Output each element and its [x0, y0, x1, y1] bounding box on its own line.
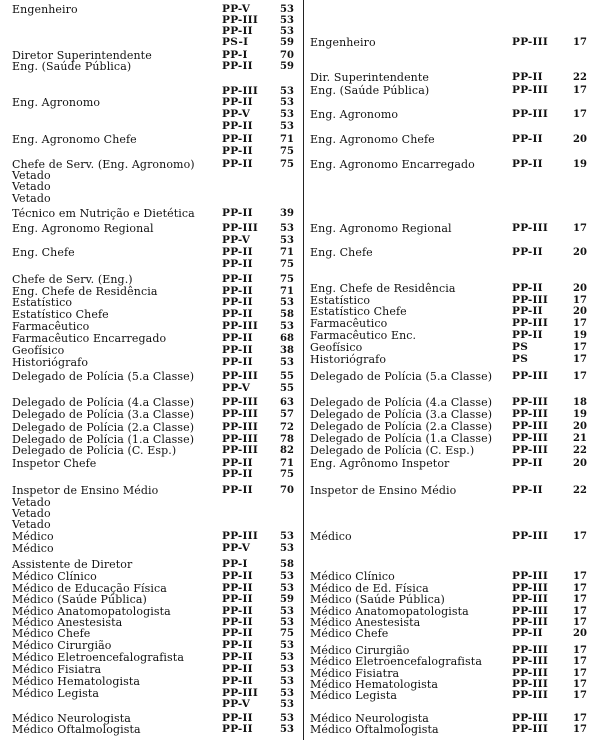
left-row-number: 58: [280, 559, 294, 570]
left-row-number: 55: [280, 383, 294, 394]
right-row-code: PP-III: [512, 396, 549, 408]
left-row-code: PP-III: [222, 530, 259, 542]
right-row-title: Médico Anatomopatologista: [310, 605, 469, 618]
left-row-title: Farmacêutico Encarregado: [12, 332, 167, 345]
left-row-title: Médico: [12, 542, 54, 555]
right-row-code: PP-III: [512, 723, 549, 735]
left-row-title: Médico Eletroencefalografista: [12, 651, 184, 664]
right-row-number: 22: [573, 72, 587, 83]
right-row-title: Estatístico Chefe: [310, 305, 407, 318]
left-row-code: PP-III: [222, 14, 259, 26]
left-row-number: 39: [280, 208, 294, 219]
left-row-code: PP-II: [222, 651, 253, 663]
left-row-title: Estatístico Chefe: [12, 308, 109, 321]
left-row-number: 59: [280, 37, 294, 48]
left-row-number: 53: [280, 713, 294, 724]
left-row-number: 53: [280, 652, 294, 663]
left-row-code: PP-II: [222, 723, 253, 735]
left-row-number: 71: [280, 286, 294, 297]
right-row-title: Médico Neurologista: [310, 712, 429, 725]
left-row-number: 53: [280, 26, 294, 37]
left-row-code: PP-II: [222, 308, 253, 320]
right-row-number: 20: [573, 421, 587, 432]
right-row-number: 17: [573, 342, 587, 353]
right-row-number: 17: [573, 295, 587, 306]
right-row-number: 20: [573, 283, 587, 294]
left-row-number: 82: [280, 445, 294, 456]
left-row-number: 53: [280, 724, 294, 735]
left-row-title: Eng. Agronomo: [12, 96, 101, 109]
right-row-code: PP-III: [512, 593, 549, 605]
left-row-code: PP-III: [222, 222, 259, 234]
left-row-title: Farmacêutico: [12, 320, 90, 333]
left-row-code: PP-III: [222, 421, 259, 433]
right-row-title: Eng. Chefe de Residência: [310, 282, 456, 295]
right-row-code: PP-II: [512, 71, 543, 83]
right-row-code: PP-III: [512, 294, 549, 306]
left-row-number: 53: [280, 297, 294, 308]
right-row-number: 22: [573, 485, 587, 496]
left-row-number: 53: [280, 235, 294, 246]
right-row-number: 20: [573, 458, 587, 469]
left-row-number: 57: [280, 409, 294, 420]
right-row-code: PP-III: [512, 432, 549, 444]
left-row-code: PP-II: [222, 582, 253, 594]
right-row-code: PS: [512, 353, 529, 365]
left-row-number: 71: [280, 247, 294, 258]
right-row-title: Estatístico: [310, 294, 371, 307]
right-row-title: Médico Eletroencefalografista: [310, 655, 482, 668]
left-row-code: PP-V: [222, 3, 251, 15]
right-row-title: Eng. Agronomo Encarregado: [310, 158, 475, 171]
right-row-code: PP-III: [512, 222, 549, 234]
left-row-code: PP-III: [222, 444, 259, 456]
left-row-code: PP-II: [222, 96, 253, 108]
left-row-title: Médico Anatomopatologista: [12, 605, 171, 618]
left-row-title: Vetado: [12, 507, 51, 520]
right-row-number: 17: [573, 37, 587, 48]
left-row-title: Estatístico: [12, 296, 73, 309]
left-row-number: 70: [280, 50, 294, 61]
right-row-code: PP-II: [512, 329, 543, 341]
left-row-code: PP-V: [222, 382, 251, 394]
right-row-title: Delegado de Polícia (3.a Classe): [310, 408, 493, 421]
right-row-number: 20: [573, 247, 587, 258]
left-row-title: Médico Chefe: [12, 627, 91, 640]
left-row-code: PP-III: [222, 320, 259, 332]
right-row-title: Historiógrafo: [310, 353, 387, 366]
right-row-title: Farmacêutico: [310, 317, 388, 330]
left-row-number: 53: [280, 617, 294, 628]
left-row-title: Diretor Superintendente: [12, 49, 152, 62]
left-row-code: PP-II: [222, 344, 253, 356]
right-row-title: Delegado de Polícia (4.a Classe): [310, 396, 493, 409]
right-row-code: PP-III: [512, 689, 549, 701]
right-row-number: 17: [573, 724, 587, 735]
right-row-title: Eng. Chefe: [310, 246, 373, 259]
left-row-code: PP-II: [222, 285, 253, 297]
left-row-code: PP-II: [222, 712, 253, 724]
left-row-title: Eng. Chefe de Residência: [12, 285, 158, 298]
left-row-title: Geofísico: [12, 344, 65, 357]
left-row-code: PS-I: [222, 36, 249, 48]
left-row-number: 71: [280, 134, 294, 145]
right-row-code: PP-III: [512, 36, 549, 48]
left-row-code: PP-II: [222, 356, 253, 368]
left-row-code: PP-III: [222, 687, 259, 699]
left-row-code: PP-II: [222, 332, 253, 344]
right-row-title: Eng. (Saúde Pública): [310, 84, 430, 97]
left-row-title: Delegado de Polícia (5.a Classe): [12, 370, 195, 383]
right-row-number: 19: [573, 159, 587, 170]
left-row-title: Delegado de Polícia (2.a Classe): [12, 421, 195, 434]
right-row-number: 17: [573, 318, 587, 329]
right-row-number: 17: [573, 354, 587, 365]
right-row-code: PP-II: [512, 282, 543, 294]
right-row-number: 20: [573, 306, 587, 317]
left-row-code: PP-III: [222, 370, 259, 382]
right-row-code: PP-III: [512, 530, 549, 542]
left-row-title: Eng. Chefe: [12, 246, 75, 259]
right-row-code: PP-III: [512, 582, 549, 594]
left-row-number: 75: [280, 259, 294, 270]
right-row-code: PP-II: [512, 457, 543, 469]
left-row-code: PP-V: [222, 108, 251, 120]
left-row-number: 53: [280, 86, 294, 97]
column-divider: [303, 0, 304, 740]
right-row-number: 17: [573, 656, 587, 667]
right-row-title: Médico Cirurgião: [310, 644, 410, 657]
right-row-title: Médico Fisiatra: [310, 667, 400, 680]
right-row-code: PP-III: [512, 570, 549, 582]
right-row-number: 19: [573, 330, 587, 341]
right-row-title: Geofísico: [310, 341, 363, 354]
right-row-number: 17: [573, 713, 587, 724]
right-row-title: Delegado de Polícia (C. Esp.): [310, 444, 475, 457]
left-row-number: 53: [280, 97, 294, 108]
left-row-number: 53: [280, 4, 294, 15]
right-row-title: Dir. Superintendente: [310, 71, 429, 84]
left-row-title: Inspetor de Ensino Médio: [12, 484, 159, 497]
left-row-title: Delegado de Polícia (4.a Classe): [12, 396, 195, 409]
right-row-number: 17: [573, 531, 587, 542]
right-row-number: 17: [573, 594, 587, 605]
left-row-code: PP-V: [222, 698, 251, 710]
left-row-number: 53: [280, 321, 294, 332]
left-row-title: Técnico em Nutrição e Dietética: [12, 207, 195, 220]
right-row-number: 20: [573, 134, 587, 145]
left-row-title: Delegado de Polícia (3.a Classe): [12, 408, 195, 421]
left-row-number: 72: [280, 422, 294, 433]
left-row-number: 53: [280, 543, 294, 554]
right-row-number: 17: [573, 645, 587, 656]
right-row-code: PP-II: [512, 484, 543, 496]
left-row-number: 53: [280, 664, 294, 675]
left-row-number: 53: [280, 109, 294, 120]
left-row-number: 38: [280, 345, 294, 356]
left-row-code: PP-II: [222, 605, 253, 617]
left-row-code: PP-II: [222, 593, 253, 605]
left-row-title: Delegado de Polícia (C. Esp.): [12, 444, 177, 457]
left-row-title: Médico Legista: [12, 687, 100, 700]
right-row-code: PP-III: [512, 108, 549, 120]
right-row-title: Médico Oftalmologista: [310, 723, 439, 736]
left-row-code: PP-II: [222, 296, 253, 308]
right-row-code: PP-II: [512, 627, 543, 639]
left-row-number: 71: [280, 458, 294, 469]
left-row-code: PP-II: [222, 639, 253, 651]
left-row-title: Eng. Agronomo Regional: [12, 222, 154, 235]
left-row-code: PP-II: [222, 616, 253, 628]
right-row-title: Delegado de Polícia (5.a Classe): [310, 370, 493, 383]
right-row-code: PP-III: [512, 667, 549, 679]
left-row-code: PP-II: [222, 273, 253, 285]
left-row-code: PP-II: [222, 158, 253, 170]
right-row-number: 17: [573, 583, 587, 594]
left-row-title: Inspetor Chefe: [12, 457, 97, 470]
right-row-code: PP-III: [512, 370, 549, 382]
left-row-title: Médico Anestesista: [12, 616, 123, 629]
right-row-number: 17: [573, 606, 587, 617]
left-row-number: 75: [280, 146, 294, 157]
left-row-number: 75: [280, 159, 294, 170]
right-row-number: 17: [573, 223, 587, 234]
right-row-code: PP-III: [512, 317, 549, 329]
left-row-number: 53: [280, 571, 294, 582]
left-row-code: PP-III: [222, 85, 259, 97]
left-row-title: Médico Neurologista: [12, 712, 131, 725]
left-row-number: 53: [280, 531, 294, 542]
right-row-number: 20: [573, 628, 587, 639]
right-row-title: Eng. Agronomo Regional: [310, 222, 452, 235]
left-row-title: Médico Cirurgião: [12, 639, 112, 652]
right-row-title: Médico de Ed. Física: [310, 582, 429, 595]
left-row-title: Médico Oftalmologista: [12, 723, 141, 736]
left-row-number: 59: [280, 594, 294, 605]
left-row-title: Eng. Agronomo Chefe: [12, 133, 137, 146]
left-row-title: Médico de Educação Física: [12, 582, 167, 595]
right-row-number: 17: [573, 571, 587, 582]
left-row-number: 53: [280, 699, 294, 710]
right-row-number: 17: [573, 690, 587, 701]
right-row-code: PP-II: [512, 246, 543, 258]
right-row-number: 17: [573, 668, 587, 679]
left-row-number: 53: [280, 15, 294, 26]
right-row-code: PP-III: [512, 712, 549, 724]
left-row-number: 63: [280, 397, 294, 408]
right-row-title: Médico Anestesista: [310, 616, 421, 629]
right-row-title: Médico Hematologista: [310, 678, 439, 691]
left-row-code: PP-II: [222, 246, 253, 258]
left-row-title: Chefe de Serv. (Eng. Agronomo): [12, 158, 195, 171]
right-row-code: PP-III: [512, 84, 549, 96]
left-row-code: PP-II: [222, 627, 253, 639]
left-row-code: PP-III: [222, 408, 259, 420]
left-row-number: 78: [280, 434, 294, 445]
right-row-code: PP-II: [512, 133, 543, 145]
right-row-code: PP-III: [512, 655, 549, 667]
left-row-title: Médico Fisiatra: [12, 663, 102, 676]
left-row-number: 53: [280, 357, 294, 368]
right-row-title: Eng. Agronomo: [310, 108, 399, 121]
left-row-code: PP-II: [222, 25, 253, 37]
left-row-title: Vetado: [12, 169, 51, 182]
right-row-number: 19: [573, 409, 587, 420]
right-row-title: Médico Chefe: [310, 627, 389, 640]
left-row-number: 59: [280, 61, 294, 72]
left-row-code: PP-II: [222, 570, 253, 582]
left-row-number: 58: [280, 309, 294, 320]
left-row-number: 53: [280, 121, 294, 132]
right-row-title: Delegado de Polícia (2.a Classe): [310, 420, 493, 433]
left-row-number: 75: [280, 274, 294, 285]
right-row-title: Eng. Agrônomo Inspetor: [310, 457, 450, 470]
left-row-code: PP-II: [222, 120, 253, 132]
left-row-title: Médico (Saúde Pública): [12, 593, 147, 606]
right-row-number: 17: [573, 371, 587, 382]
left-row-title: Assistente de Diretor: [12, 558, 133, 571]
right-row-title: Médico: [310, 530, 352, 543]
left-row-number: 75: [280, 469, 294, 480]
left-row-code: PP-V: [222, 234, 251, 246]
left-row-title: Médico Clínico: [12, 570, 97, 583]
left-row-number: 75: [280, 628, 294, 639]
left-row-title: Vetado: [12, 192, 51, 205]
left-row-code: PP-V: [222, 542, 251, 554]
left-row-code: PP-III: [222, 433, 259, 445]
right-row-code: PP-III: [512, 678, 549, 690]
right-row-code: PP-III: [512, 644, 549, 656]
right-row-code: PP-III: [512, 616, 549, 628]
left-row-title: Eng. (Saúde Pública): [12, 60, 132, 73]
left-row-code: PP-II: [222, 60, 253, 72]
left-row-number: 68: [280, 333, 294, 344]
left-row-code: PP-II: [222, 145, 253, 157]
right-row-title: Médico (Saúde Pública): [310, 593, 445, 606]
left-row-code: PP-II: [222, 484, 253, 496]
right-row-number: 17: [573, 109, 587, 120]
left-row-code: PP-III: [222, 396, 259, 408]
right-row-title: Inspetor de Ensino Médio: [310, 484, 457, 497]
left-row-code: PP-II: [222, 207, 253, 219]
left-row-number: 70: [280, 485, 294, 496]
left-row-title: Chefe de Serv. (Eng.): [12, 273, 133, 286]
right-row-title: Engenheiro: [310, 36, 376, 49]
left-row-code: PP-II: [222, 675, 253, 687]
right-row-number: 17: [573, 85, 587, 96]
right-row-code: PS: [512, 341, 529, 353]
left-row-number: 53: [280, 676, 294, 687]
left-row-code: PP-II: [222, 258, 253, 270]
right-row-number: 17: [573, 617, 587, 628]
left-row-number: 53: [280, 583, 294, 594]
left-row-title: Delegado de Polícia (1.a Classe): [12, 433, 195, 446]
left-row-code: PP-I: [222, 49, 248, 61]
right-row-number: 18: [573, 397, 587, 408]
right-row-title: Eng. Agronomo Chefe: [310, 133, 435, 146]
left-row-title: Vetado: [12, 518, 51, 531]
right-row-title: Farmacêutico Enc.: [310, 329, 417, 342]
right-row-code: PP-II: [512, 158, 543, 170]
right-row-code: PP-III: [512, 605, 549, 617]
left-row-code: PP-II: [222, 663, 253, 675]
right-row-code: PP-III: [512, 444, 549, 456]
left-row-code: PP-I: [222, 558, 248, 570]
left-row-title: Médico Hematologista: [12, 675, 141, 688]
left-row-number: 53: [280, 640, 294, 651]
left-row-title: Vetado: [12, 180, 51, 193]
left-row-title: Vetado: [12, 496, 51, 509]
right-row-code: PP-III: [512, 408, 549, 420]
right-row-number: 22: [573, 445, 587, 456]
right-row-code: PP-III: [512, 420, 549, 432]
left-row-number: 53: [280, 606, 294, 617]
right-row-number: 21: [573, 433, 587, 444]
left-row-number: 53: [280, 688, 294, 699]
left-row-code: PP-II: [222, 133, 253, 145]
left-row-code: PP-II: [222, 468, 253, 480]
left-row-number: 53: [280, 223, 294, 234]
left-row-title: Médico: [12, 530, 54, 543]
right-row-number: 17: [573, 679, 587, 690]
right-row-title: Delegado de Polícia (1.a Classe): [310, 432, 493, 445]
left-row-title: Engenheiro: [12, 3, 78, 16]
left-row-code: PP-II: [222, 457, 253, 469]
left-row-number: 55: [280, 371, 294, 382]
right-row-code: PP-II: [512, 305, 543, 317]
left-row-title: Historiógrafo: [12, 356, 89, 369]
right-row-title: Médico Clínico: [310, 570, 395, 583]
right-row-title: Médico Legista: [310, 689, 398, 702]
